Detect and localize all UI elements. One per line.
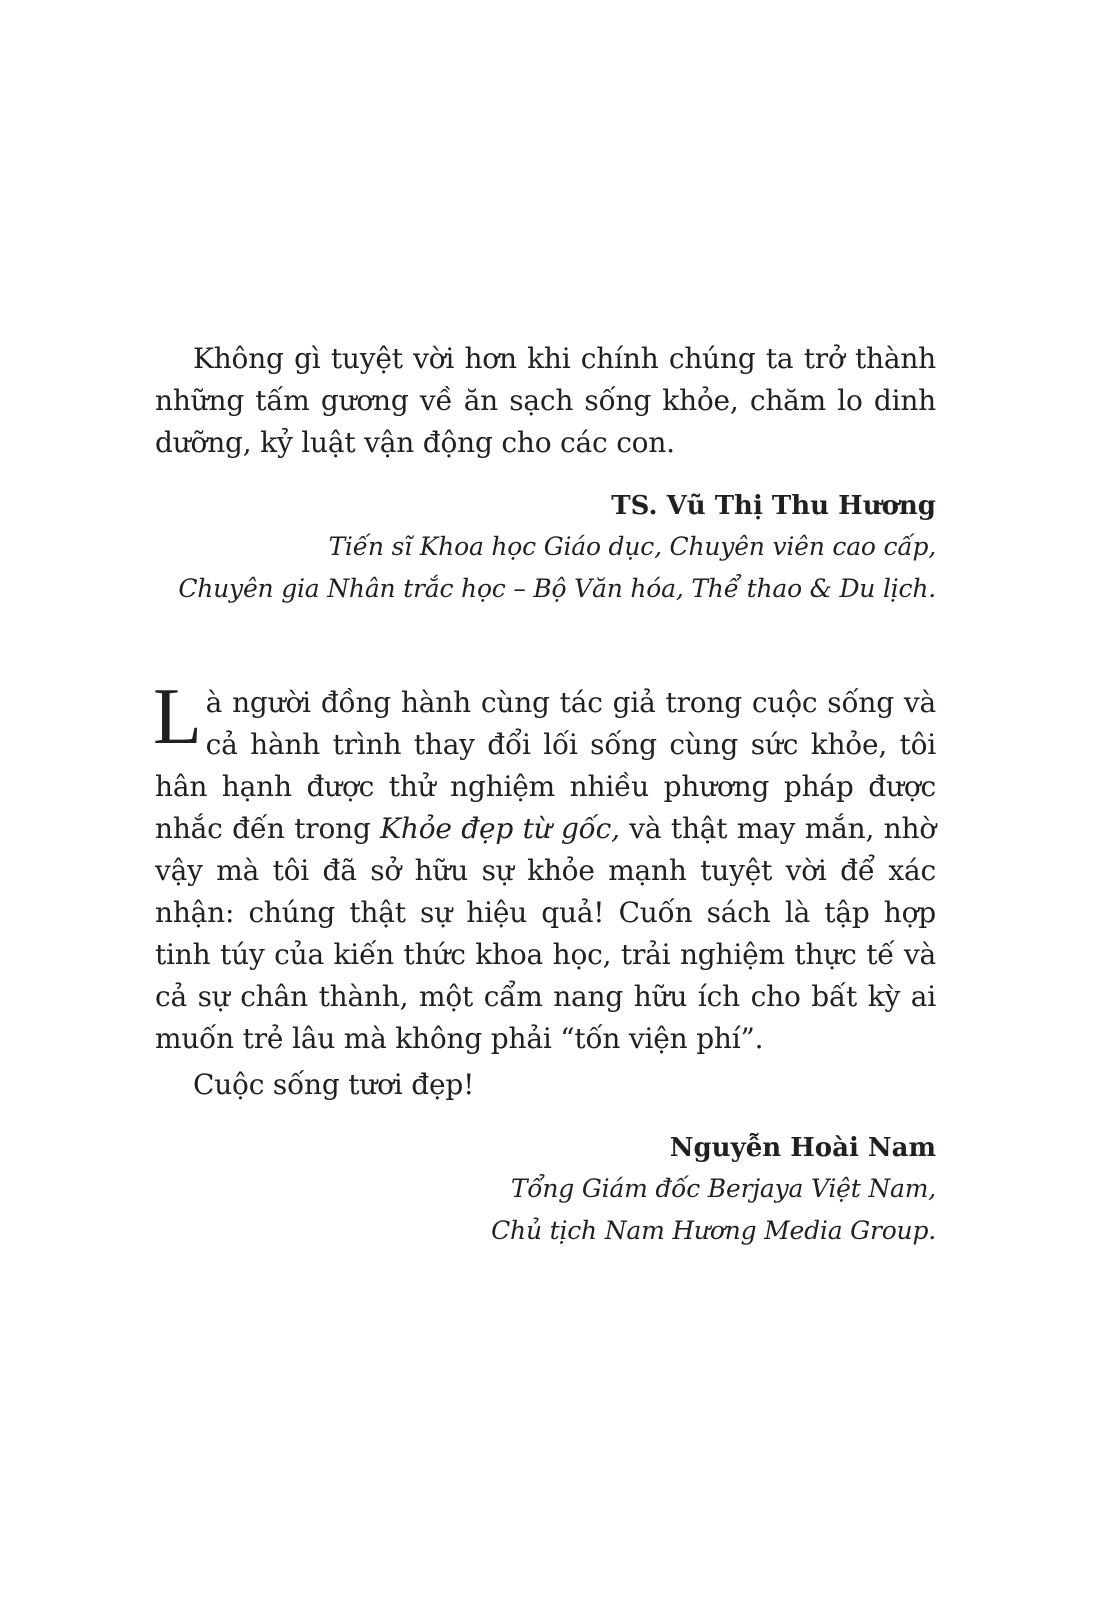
signature-role-1-line2: Chuyên gia Nhân trắc học – Bộ Văn hóa, Thể thao & Du lịch. (178, 574, 936, 603)
signature-block-1 (155, 486, 936, 610)
testimonial-paragraph-2 (153, 673, 936, 1060)
testimonial-paragraph-1: Không gì tuyệt vời hơn khi chính chúng ta trở thành những tấm gương về ăn sạch sống khỏe, chăm lo dinh dưỡng, kỷ luật vận động cho các con. (155, 342, 936, 459)
paragraph-2-text-end: và thật may mắn, nhờ vậy mà tôi đã sở hữu sự khỏe mạnh tuyệt vời để xác nhận: chúng thật sự hiệu quả! Cuốn sách là tập hợp tinh túy của kiến thức khoa học, trải nghiệm thực tế và cả sự chân thành, một cẩm nang hữu ích cho bất kỳ ai muốn trẻ lâu mà không phải “tốn viện phí”. (155, 812, 936, 1055)
signature-block-2 (155, 1128, 936, 1252)
signature-role-2-line2: Chủ tịch Nam Hương Media Group. (491, 1216, 936, 1245)
paragraph-2-text-start: à người đồng hành cùng tác giả trong cuộc sống và cả hành trình thay đổi lối sống cùng sức khỏe, tôi hân hạnh được thử nghiệm nhiều phương pháp được nhắc đến trong (155, 686, 936, 845)
drop-cap: L (153, 673, 202, 761)
signature-name-1: TS. Vũ Thị Thu Hương (611, 491, 936, 521)
signature-role-2-line1: Tổng Giám đốc Berjaya Việt Nam, (510, 1174, 936, 1203)
book-title: Khỏe đẹp từ gốc, (380, 812, 620, 845)
closing-line: Cuộc sống tươi đẹp! (193, 1068, 475, 1101)
signature-name-2: Nguyễn Hoài Nam (669, 1133, 936, 1163)
page-content (155, 338, 936, 1252)
signature-role-1-line1: Tiến sĩ Khoa học Giáo dục, Chuyên viên cao cấp, (328, 532, 936, 561)
